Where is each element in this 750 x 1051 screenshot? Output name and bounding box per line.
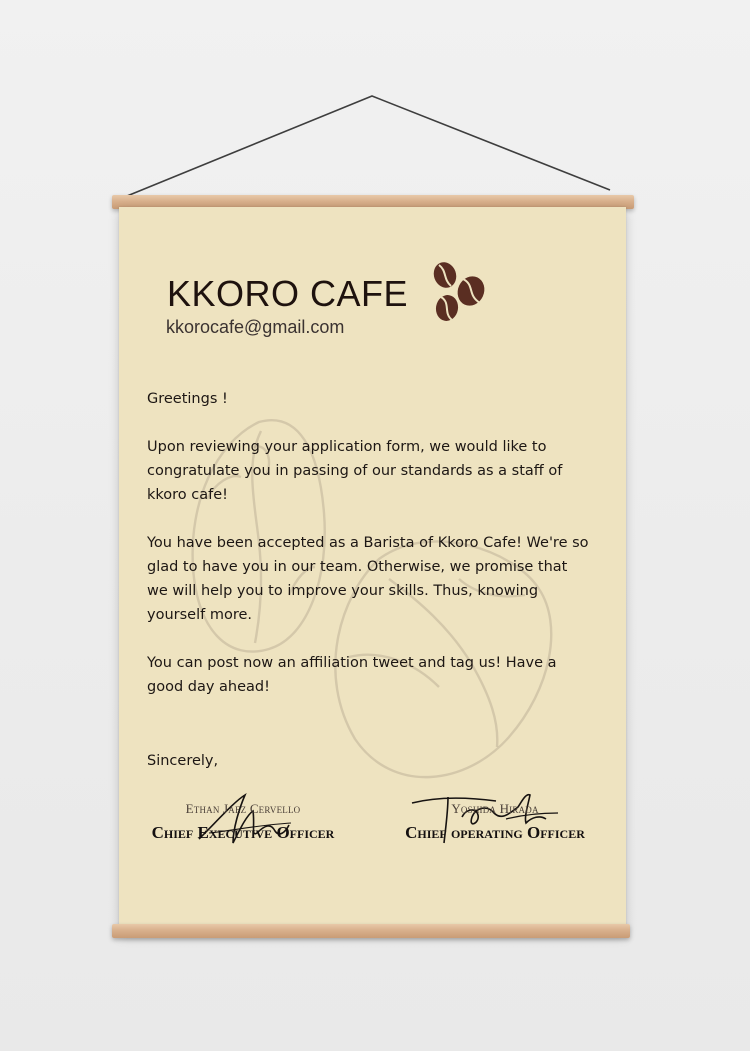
paragraph-acceptance: You have been accepted as a Barista of Kkoro Cafe! We're so glad to have you in our team. Otherwise, we promise that we will help you to improve your skills. Thus, knowing yourself more. bbox=[147, 535, 589, 623]
greeting: Greetings ! bbox=[147, 391, 228, 407]
letter-poster bbox=[119, 207, 626, 933]
brand-title: KKORO CAFE bbox=[167, 273, 409, 314]
paragraph-closing-note: You can post now an affiliation tweet and tag us! Have a good day ahead! bbox=[147, 655, 557, 695]
coffee-beans-icon bbox=[427, 261, 495, 331]
bottom-wooden-rail bbox=[112, 924, 630, 938]
hanging-string bbox=[0, 0, 750, 220]
signatory-name: Yoshida Hirada bbox=[451, 801, 539, 816]
closing-salutation: Sincerely, bbox=[147, 753, 219, 769]
signatory-ceo bbox=[133, 801, 353, 843]
signatory-name: Ethan Jaez Cervello bbox=[185, 801, 301, 816]
signatory-title: Chief operating Officer bbox=[405, 823, 585, 842]
brand-email: kkorocafe@gmail.com bbox=[166, 317, 345, 337]
signatory-title: Chief Executive Officer bbox=[151, 823, 335, 842]
letter-body bbox=[147, 387, 592, 773]
signatory-coo bbox=[380, 801, 610, 843]
paragraph-congratulations: Upon reviewing your application form, we would like to congratulate you in passing of our standards as a staff of kkoro cafe! bbox=[147, 439, 563, 503]
